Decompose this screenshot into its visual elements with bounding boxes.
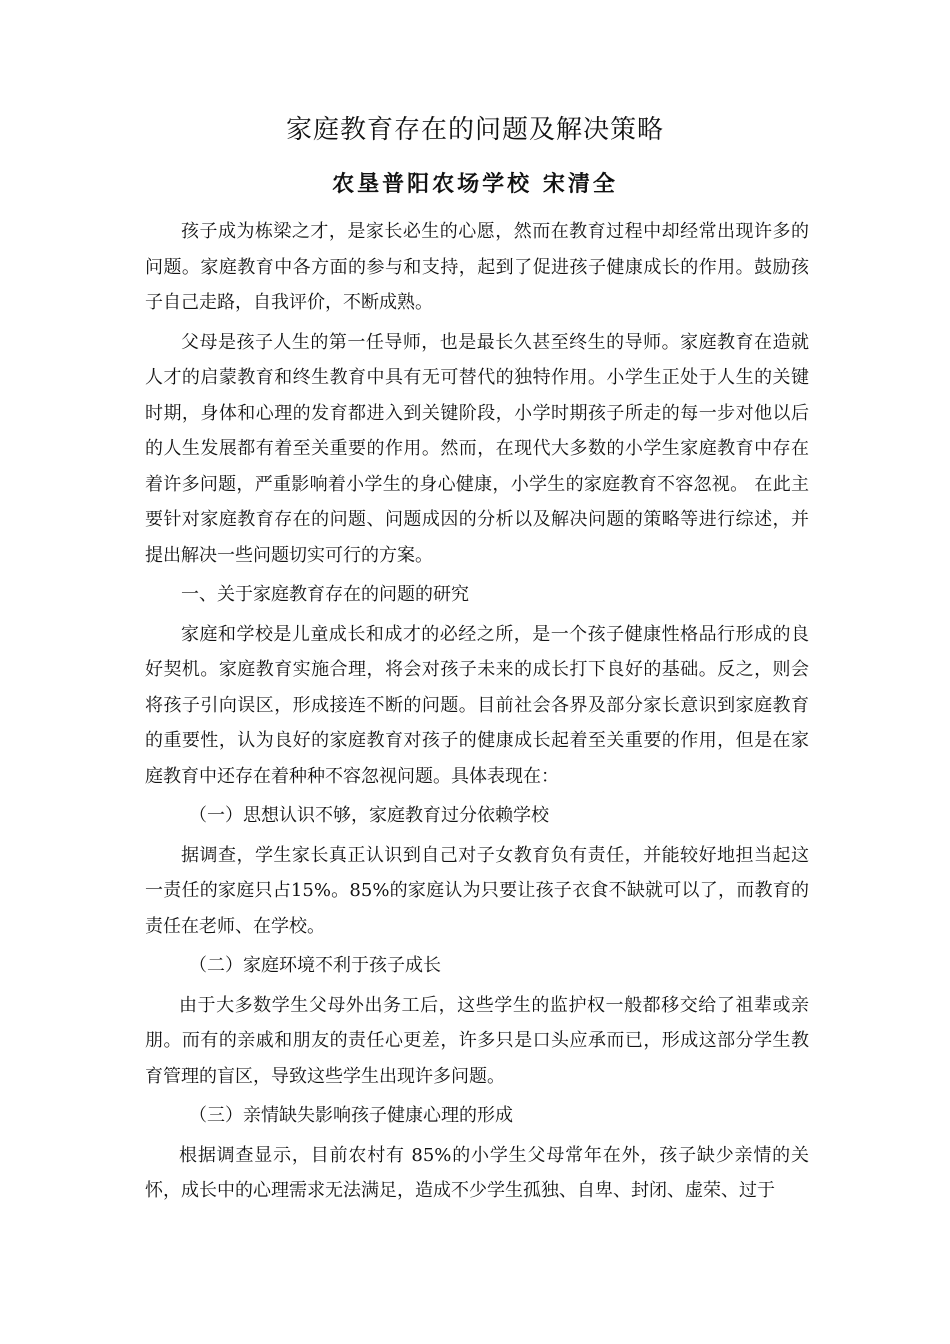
paragraph-environment: 由于大多数学生父母外出务工后，这些学生的监护权一般都移交给了祖辈或亲朋。而有的亲戚和朋友的责任心更差，许多只是口头应承而已，形成这部分学生教育管理的盲区，导致这些学生出现许多问题。 [145, 994, 809, 1087]
paragraph-family-school: 家庭和学校是儿童成长和成才的必经之所，是一个孩子健康性格品行形成的良好契机。家庭教育实施合理，将会对孩子未来的成长打下良好的基础。反之，则会将孩子引向误区，形成接连不断的问题。目前社会各界及部分家长意识到家庭教育的重要性，认为良好的家庭教育对孩子的健康成长起着至关重要的作用，但是在家庭教育中还存在着种种不容忽视问题。具体表现在： [145, 623, 809, 787]
paragraph-affection: 根据调查显示，目前农村有 85%的小学生父母常年在外，孩子缺少亲情的关怀，成长中的心理需求无法满足，造成不少学生孤独、自卑、封闭、虚荣、过于 [145, 1144, 809, 1201]
author-line: 农垦普阳农场学校 宋清全 [332, 171, 618, 197]
subsection-heading-3: （三）亲情缺失影响孩子健康心理的形成 [189, 1105, 513, 1126]
document-title: 家庭教育存在的问题及解决策略 [285, 115, 664, 145]
document-body [145, 214, 809, 1213]
paragraph-intro: 孩子成为栋梁之才，是家长必生的心愿，然而在教育过程中却经常出现许多的问题。家庭教育中各方面的参与和支持，起到了促进孩子健康成长的作用。鼓励孩子自己走路，自我评价，不断成熟。 [145, 221, 809, 313]
paragraph-parents: 父母是孩子人生的第一任导师，也是最长久甚至终生的导师。家庭教育在造就人才的启蒙教育和终生教育中具有无可替代的独特作用。小学生正处于人生的关键时期，身体和心理的发育都进入到关键阶段，小学时期孩子所走的每一步对他以后的人生发展都有着至关重要的作用。然而，在现代大多数的小学生家庭教育中存在着许多问题，严重影响着小学生的身心健康，小学生的家庭教育不容忽视。 在此主要针对家庭教育存在的问题、问题成因的分析以及解决问题的策略等进行综述，并提出解决一些问题切实可行的方案。 [145, 331, 809, 566]
paragraph-survey: 据调查，学生家长真正认识到自己对子女教育负有责任，并能较好地担当起这一责任的家庭只占15%。85%的家庭认为只要让孩子衣食不缺就可以了，而教育的责任在老师、在学校。 [145, 844, 809, 937]
subsection-heading-1: （一）思想认识不够，家庭教育过分依赖学校 [189, 805, 549, 826]
section-heading-1: 一、关于家庭教育存在的问题的研究 [181, 584, 469, 605]
subsection-heading-2: （二）家庭环境不利于孩子成长 [189, 955, 441, 976]
